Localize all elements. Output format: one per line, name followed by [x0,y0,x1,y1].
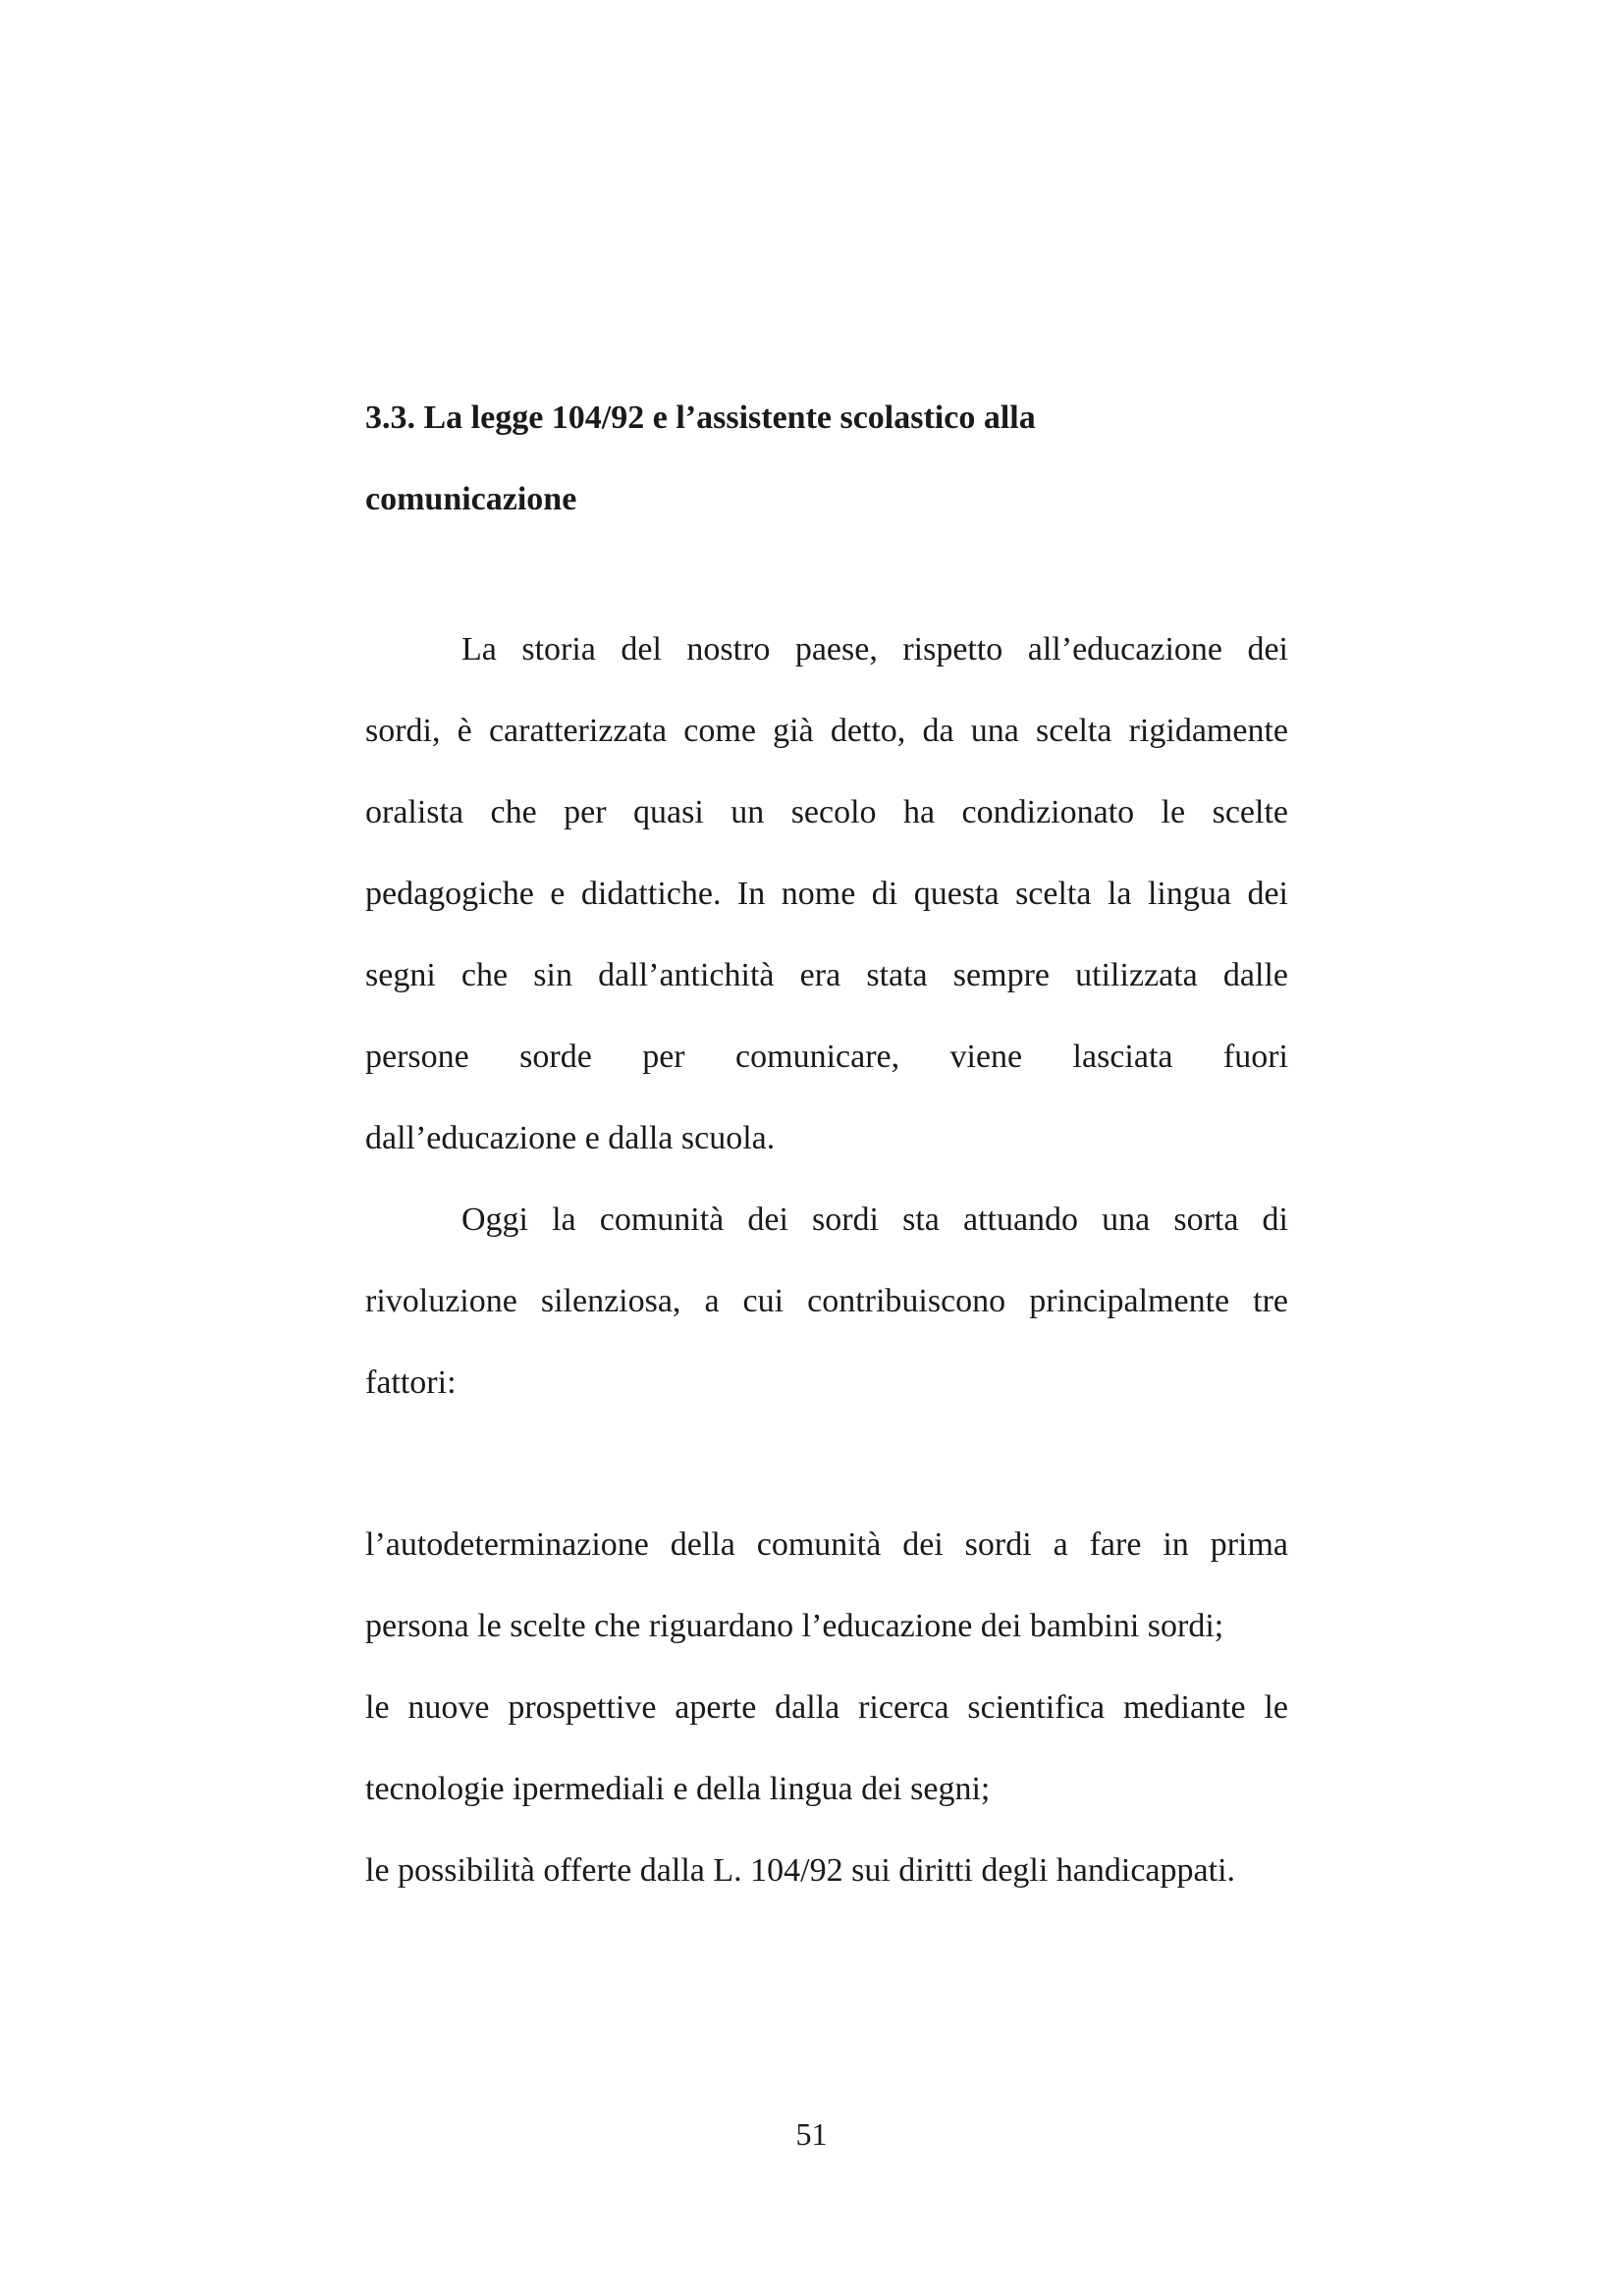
factor-line-3: le nuove prospettive aperte dalla ricerca scientifica mediante le [365,1689,1288,1726]
section-heading-line-2: comunicazione [365,481,577,517]
paragraph-2-line-1: Oggi la comunità dei sordi sta attuando una sorta di [461,1201,1288,1238]
page-number: 51 [795,2116,828,2152]
paragraph-1-line-5: segni che sin dall’antichità era stata sempre utilizzata dalle [365,957,1288,993]
paragraph-2-line-2: rivoluzione silenziosa, a cui contribuiscono principalmente tre [365,1283,1288,1319]
paragraph-1-line-7: dall’educazione e dalla scuola. [365,1120,776,1156]
paragraph-2-line-3: fattori: [365,1364,457,1401]
paragraph-1-line-1: La storia del nostro paese, rispetto all’educazione dei [461,631,1288,667]
factor-line-4: tecnologie ipermediali e della lingua dei segni; [365,1771,991,1807]
paragraph-1-line-4: pedagogiche e didattiche. In nome di questa scelta la lingua dei [365,876,1288,912]
factor-line-1: l’autodeterminazione della comunità dei sordi a fare in prima [365,1526,1288,1563]
factor-line-5: le possibilità offerte dalla L. 104/92 sui diritti degli handicappati. [365,1852,1236,1889]
section-heading-line-1: 3.3. La legge 104/92 e l’assistente scolastico alla [365,400,1036,436]
factor-line-2: persona le scelte che riguardano l’educazione dei bambini sordi; [365,1608,1224,1644]
paragraph-1-line-6: persone sorde per comunicare, viene lasciata fuori [365,1039,1288,1075]
paragraph-1-line-3: oralista che per quasi un secolo ha condizionato le scelte [365,794,1288,830]
paragraph-1-line-2: sordi, è caratterizzata come già detto, da una scelta rigidamente [365,713,1288,749]
section-heading [365,377,1308,540]
